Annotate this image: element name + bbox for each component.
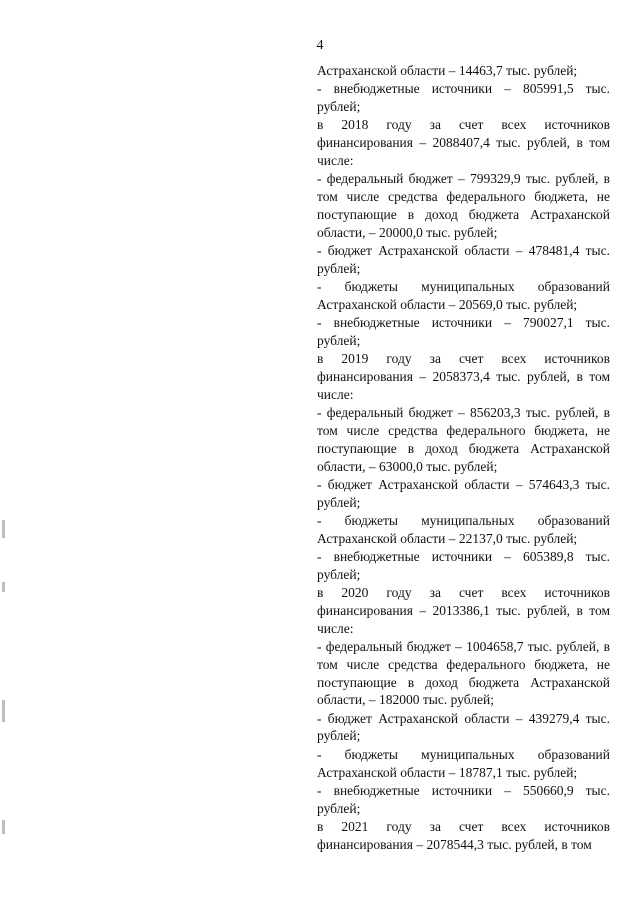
paragraph: в 2020 году за счет всех источников финансирования – 2013386,1 тыс. рублей, в том числе: <box>317 585 610 636</box>
paragraph: - внебюджетные источники – 805991,5 тыс. рублей; <box>317 81 610 115</box>
page-number: 4 <box>316 38 324 53</box>
paragraph: - бюджеты муниципальных образований Астраханской области – 18787,1 тыс. рублей; <box>317 746 610 780</box>
paragraph: - внебюджетные источники – 790027,1 тыс. рублей; <box>317 315 610 348</box>
text-column <box>317 62 610 854</box>
paragraph: - бюджеты муниципальных образований Астраханской области – 22137,0 тыс. рублей; <box>317 512 610 546</box>
paragraph: в 2021 году за счет всех источников финансирования – 2078544,3 тыс. рублей, в том <box>317 818 610 852</box>
paragraph: - бюджет Астраханской области – 478481,4 тыс. рублей; <box>317 242 610 276</box>
paragraph: - внебюджетные источники – 550660,9 тыс. рублей; <box>317 782 610 816</box>
paragraph: - бюджет Астраханской области – 574643,3 тыс. рублей; <box>317 476 610 510</box>
paragraph: - федеральный бюджет – 799329,9 тыс. рублей, в том числе средства федерального бюджета, не поступающие в доход бюджета Астраханской области, – 20000,0 тыс. рублей; <box>317 171 610 240</box>
paragraph: - федеральный бюджет – 856203,3 тыс. рублей, в том числе средства федерального бюджета, не поступающие в доход бюджета Астраханской области, – 63000,0 тыс. рублей; <box>317 405 610 474</box>
paragraph: Астраханской области – 14463,7 тыс. рублей; <box>317 63 578 78</box>
paragraph: - федеральный бюджет – 1004658,7 тыс. рублей, в том числе средства федерального бюджета, не поступающие в доход бюджета Астраханской области, – 182000 тыс. рублей; <box>317 639 610 708</box>
paragraph: - бюджеты муниципальных образований Астраханской области – 20569,0 тыс. рублей; <box>317 279 610 312</box>
paragraph: - внебюджетные источники – 605389,8 тыс. рублей; <box>317 549 610 582</box>
paragraph: в 2018 году за счет всех источников финансирования – 2088407,4 тыс. рублей, в том числе: <box>317 117 610 168</box>
paragraph: в 2019 году за счет всех источников финансирования – 2058373,4 тыс. рублей, в том числе: <box>317 351 610 402</box>
scan-edge-marks <box>2 520 8 850</box>
paragraph: - бюджет Астраханской области – 439279,4 тыс. рублей; <box>317 710 610 744</box>
